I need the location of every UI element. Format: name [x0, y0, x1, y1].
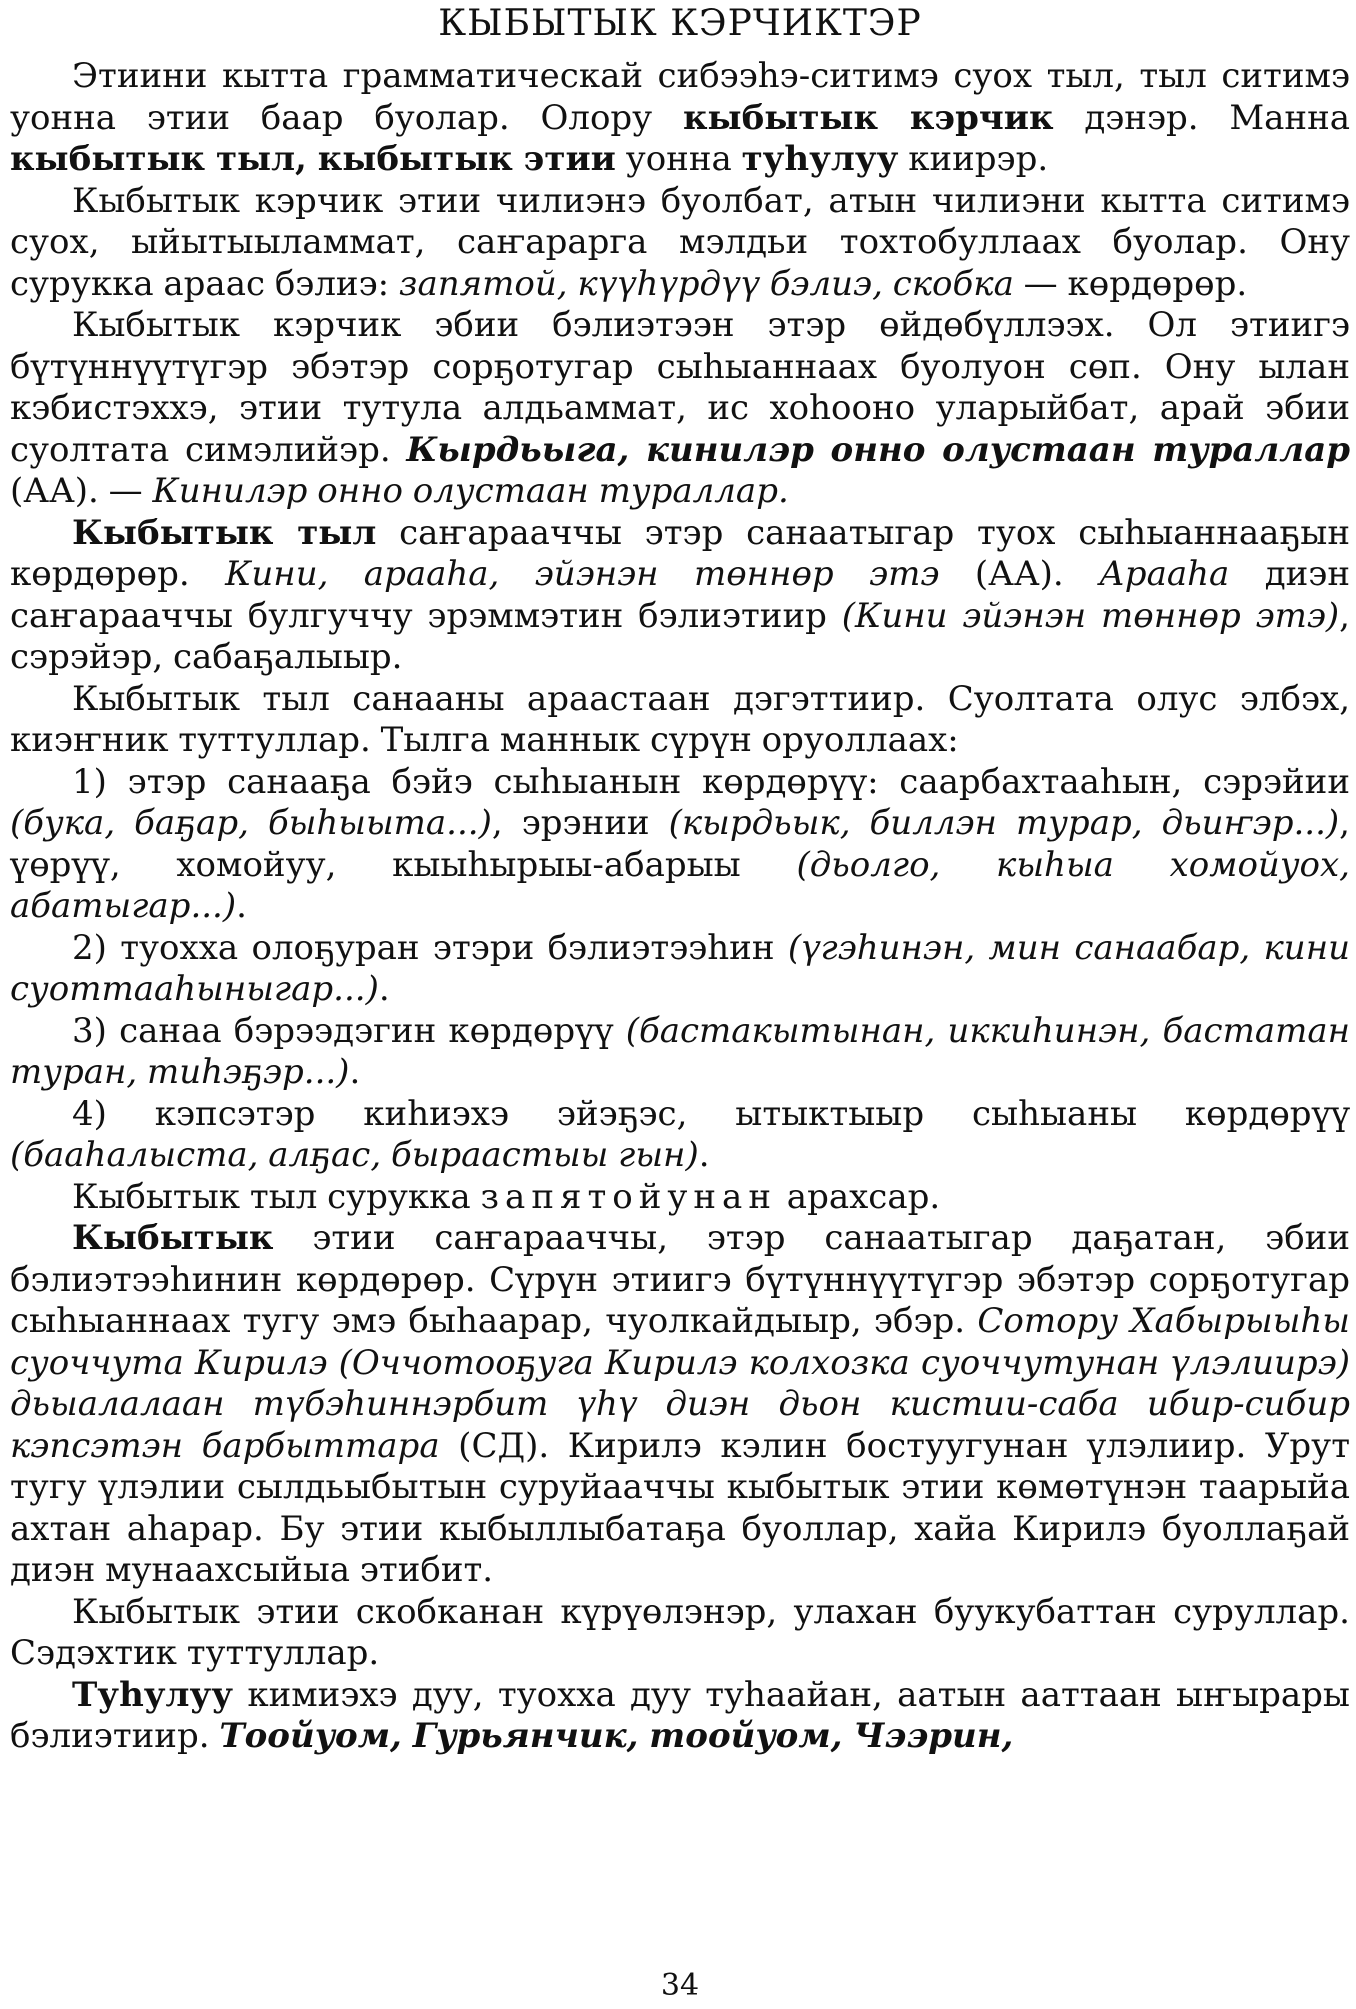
text-run: Кыбытык тыл санааны араастаан дэгэттиир. Суолтата олус элбэх, киэҥник туттуллар. Тылга маннык сүрүн оруоллаах:: [10, 678, 1350, 760]
text-run: Кыбытык кэрчик эбии бэлиэтээн этэр өйдөбүллээх. Ол этиигэ бүтүннүүтүгэр эбэтэр сорҕотугар сыһыаннаах буолуон сөп. Ону ылан кэбистэххэ, этии тутула алдьаммат, ис хоһооно уларыйбат, арай эбии суолтата симэлийэр.: [10, 305, 1350, 470]
emphasis-run: (кырдьык, биллэн турар, дьиҥэр...): [668, 803, 1340, 843]
emphasis-run: Тоойуом, Гурьянчик, тоойуом, Чээрин,: [219, 1716, 1014, 1756]
page-number: 34: [660, 1968, 700, 2003]
text-run: (АА).: [939, 554, 1100, 594]
text-run: саҥарааччы этэр санаатыгар туох сыһыаннааҕын көрдөрөр.: [10, 512, 1350, 594]
text-run: киирэр.: [898, 139, 1049, 179]
emphasis-run: (Кини эйэнэн төннөр этэ): [841, 595, 1340, 636]
emphasis-run: (бука, баҕар, быһыыта...): [10, 803, 492, 843]
textbook-page: [10, 0, 1350, 2009]
paragraph: [10, 513, 1350, 679]
emphasis-run: Туһулуу: [72, 1674, 234, 1715]
emphasis-run: Кинилэр онно олустаан тураллар.: [152, 471, 789, 511]
emphasis-run: Кырдьыга, кинилэр онно олустаан тураллар: [406, 429, 1350, 470]
text-run: (АА). —: [10, 471, 153, 511]
paragraph: [10, 305, 1350, 513]
emphasis-run: кыбытык тыл, кыбытык этии: [10, 139, 616, 179]
text-run: этии саҥарааччы, этэр санаатыгар даҕатан, эбии бэлиэтээһинин көрдөрөр. Сүрүн этиигэ бүтүннүүтүгэр эбэтэр сорҕотугар сыһыаннаах тугу эмэ быһаарар, чуолкайдыыр, эбэр.: [10, 1218, 1350, 1341]
emphasis-run: Кыбытык: [72, 1218, 274, 1258]
paragraph: [10, 1592, 1350, 1675]
emphasis-run: (бастакытынан, иккиһинэн, бастатан туран, тиһэҕэр...): [10, 1010, 1351, 1092]
text-run: Кыбытык этии скобканан күрүөлэнэр, улахан буукубаттан суруллар. Сэдэхтик туттуллар.: [10, 1591, 1350, 1673]
text-run: кимиэхэ дуу, туохха дуу туһаайан, аатын ааттаан ыҥырары бэлиэтиир.: [10, 1674, 1350, 1756]
page-title: КЫБЫТЫК КЭРЧИКТЭР: [438, 3, 922, 44]
text-run: уонна: [615, 139, 742, 179]
paragraph: [10, 1177, 1350, 1219]
emphasis-run: Кыбытык тыл: [72, 512, 377, 553]
text-run: .: [349, 1052, 361, 1092]
text-run: , үөрүү, хомойуу, кыыһырыы-абарыы: [10, 803, 1350, 885]
text-run: , эрэнии: [491, 803, 669, 843]
paragraph: [10, 181, 1350, 306]
page-body: [10, 56, 1350, 1758]
text-run: дэнэр. Манна: [1053, 97, 1351, 138]
text-run: 2) туохха олоҕуран этэри бэлиэтээһин: [72, 927, 788, 968]
paragraph: [10, 762, 1350, 928]
text-run: .: [698, 1135, 710, 1175]
paragraph: [10, 1675, 1350, 1758]
text-run: Этиини кытта грамматическай сибээһэ-ситимэ суох тыл, тыл ситимэ уонна этии баар буолар. Олору: [10, 56, 1350, 138]
text-run: 1) этэр санааҕа бэйэ сыһыанын көрдөрүү: саарбахтааһын, сэрэйии: [72, 761, 1350, 802]
text-run: — көрдөрөр.: [1013, 263, 1248, 304]
paragraph: [10, 56, 1350, 181]
emphasis-run: (үгэһинэн, мин санаабар, кини суоттааһыныгар...): [10, 927, 1351, 1009]
emphasis-run: запятойунан: [480, 1176, 777, 1217]
emphasis-run: (дьолго, кыһыа хомойуох, абатыгар...): [10, 844, 1350, 926]
text-run: (СД). Кирилэ кэлин бостуугунан үлэлиир. Урут тугу үлэлии сылдьыбытын суруйааччы кыбытык этии көмөтүнэн таарыйа ахтан аһарар. Бу этии кыбыллыбатаҕа буоллар, хайа Кирилэ буоллаҕай диэн мунаахсыйыа этибит.: [10, 1425, 1350, 1590]
text-run: 4) кэпсэтэр киһиэхэ эйэҕэс, ытыктыыр сыһыаны көрдөрүү: [72, 1093, 1350, 1134]
emphasis-run: туһулуу: [741, 139, 899, 179]
text-run: 3) санаа бэрээдэгин көрдөрүү: [72, 1010, 626, 1051]
text-run: .: [378, 969, 390, 1009]
paragraph: [10, 1218, 1350, 1592]
emphasis-run: запятой, күүһүрдүү бэлиэ, скобка: [398, 263, 1014, 304]
paragraph: [10, 1011, 1350, 1094]
paragraph: [10, 679, 1350, 762]
emphasis-run: Арааһа: [1099, 554, 1230, 594]
text-run: .: [236, 886, 247, 926]
emphasis-run: Сотору Хабырыыһы суоччута Кирилэ (Оччотооҕуга Кирилэ колхозка суоччутунан үлэлиирэ) дьыалалаан түбэһиннэрбит үһү диэн дьон кистии-саба ибир-сибир кэпсэтэн барбыттара: [10, 1301, 1350, 1466]
emphasis-run: (бааһалыста, алҕас, быраастыы гын): [10, 1135, 699, 1175]
emphasis-run: Кини, арааһа, эйэнэн төннөр этэ: [225, 554, 940, 594]
emphasis-run: кыбытык кэрчик: [682, 97, 1054, 138]
text-run: Кыбытык тыл сурукка: [72, 1176, 481, 1217]
text-run: диэн саҥарааччы булгуччу эрэммэтин бэлиэтиир: [10, 554, 1350, 636]
text-run: , сэрэйэр, сабаҕалыыр.: [10, 595, 1350, 677]
paragraph: [10, 1094, 1350, 1177]
text-run: арахсар.: [776, 1176, 941, 1217]
paragraph: [10, 928, 1350, 1011]
text-run: Кыбытык кэрчик этии чилиэнэ буолбат, атын чилиэни кытта ситимэ суох, ыйытыыламмат, саҥараргa мэлдьи тохтобуллаах буолар. Ону сурукка араас бэлиэ:: [10, 180, 1350, 304]
